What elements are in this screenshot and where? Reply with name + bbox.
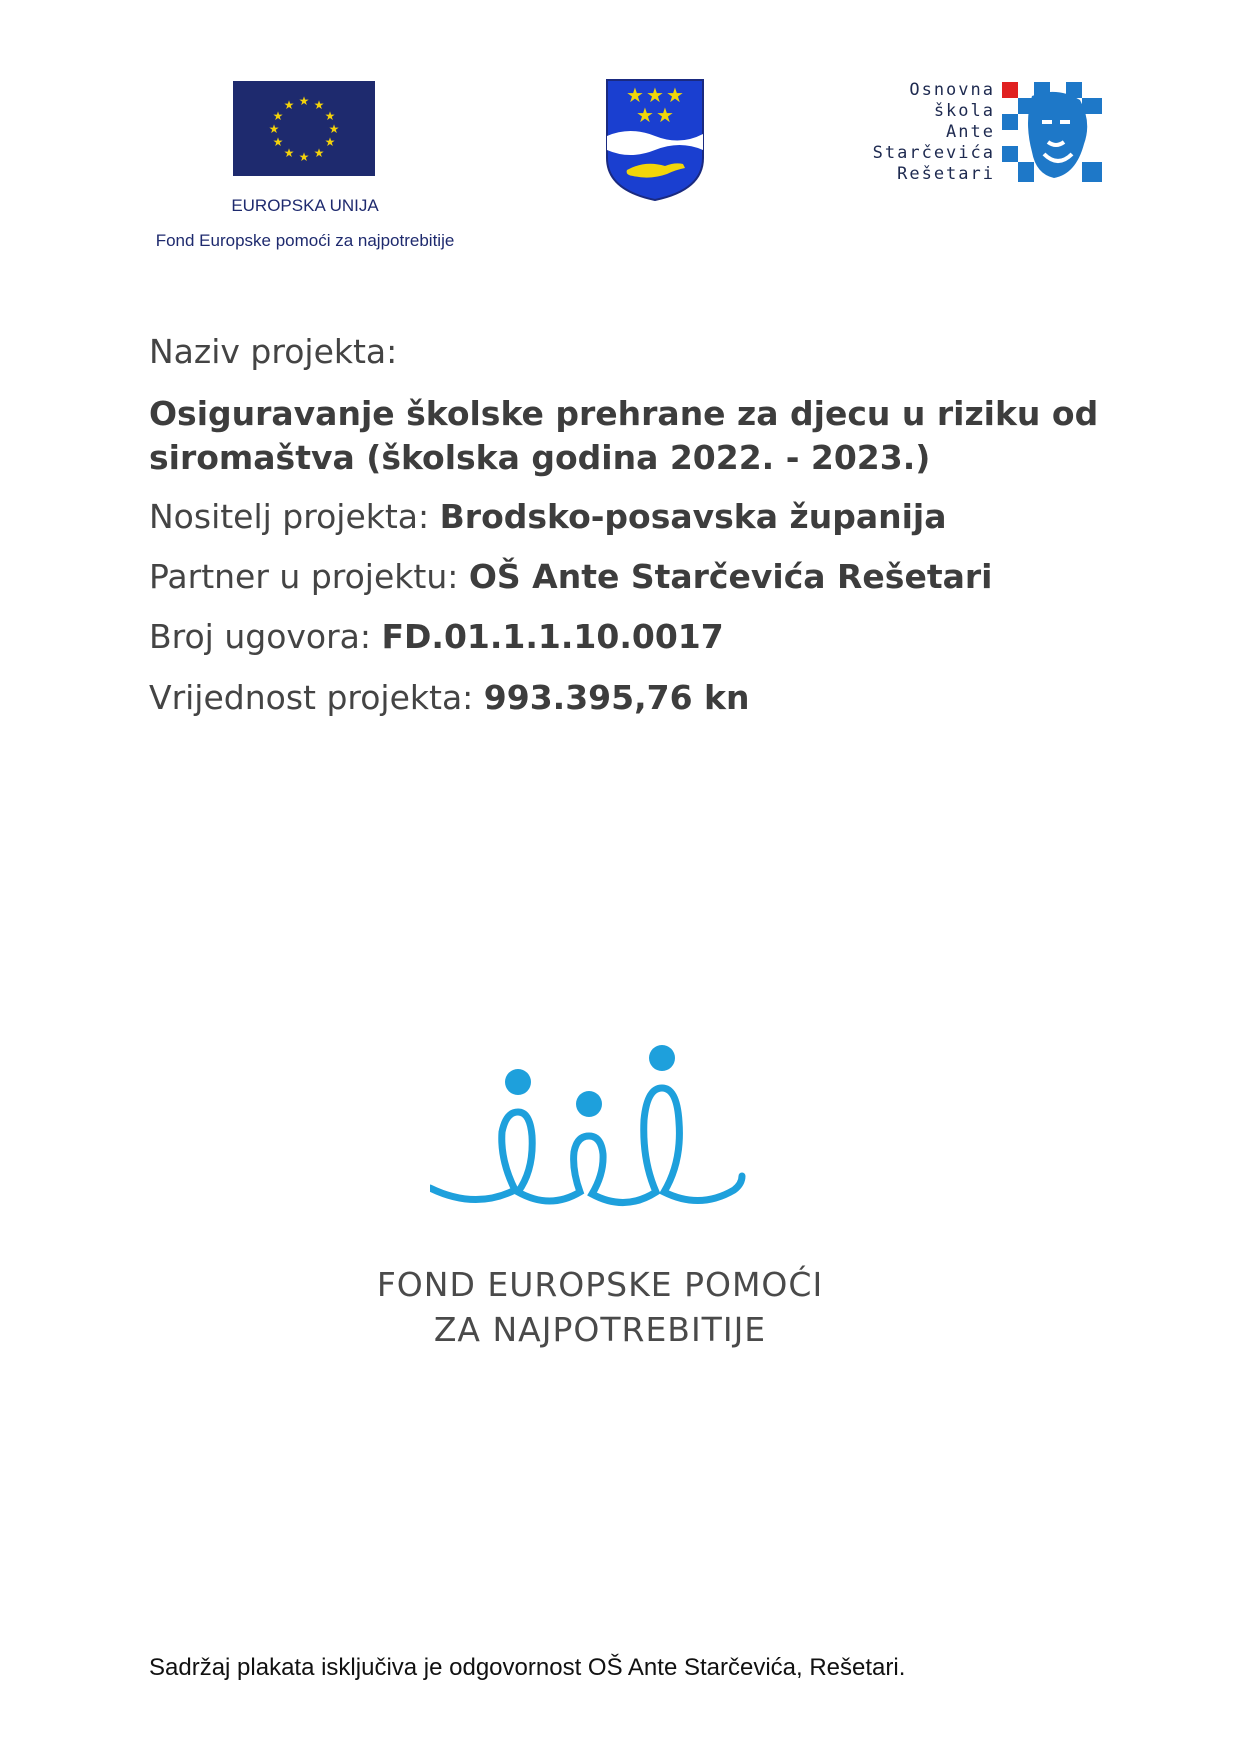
svg-text:★: ★ — [636, 103, 654, 127]
project-holder-value: Brodsko-posavska županija — [439, 497, 947, 536]
project-title: Osiguravanje školske prehrane za djecu u riziku od siromaštva (školska godina 2022. - 2023.) — [149, 394, 1099, 477]
school-line: Ante — [946, 122, 995, 142]
svg-text:★: ★ — [324, 135, 336, 149]
svg-text:★: ★ — [656, 103, 674, 127]
coat-of-arms-logo — [605, 78, 705, 202]
contract-number-value: FD.01.1.1.10.0017 — [381, 617, 724, 656]
project-value-value: 993.395,76 kn — [483, 678, 750, 717]
svg-text:★: ★ — [272, 135, 284, 149]
svg-text:★: ★ — [646, 83, 664, 107]
svg-text:★: ★ — [324, 109, 336, 123]
eu-flag-logo — [233, 81, 375, 176]
svg-text:★: ★ — [313, 98, 325, 112]
fund-name-line2: ZA NAJPOTREBITIJE — [433, 1310, 767, 1349]
contract-number-label: Broj ugovora: — [149, 617, 382, 656]
svg-text:★: ★ — [626, 83, 644, 107]
eu-fund-label: Fond Europske pomoći za najpotrebitije — [155, 231, 455, 250]
fund-name-line1: FOND EUROPSKE POMOĆI — [376, 1265, 824, 1304]
project-partner-label: Partner u projektu: — [149, 557, 469, 596]
project-holder-row — [149, 497, 946, 536]
svg-text:★: ★ — [328, 122, 340, 136]
contract-number-row — [149, 617, 724, 656]
project-partner-row — [149, 557, 992, 596]
disclaimer-text: Sadržaj plakata isključiva je odgovornost OŠ Ante Starčevića, Rešetari. — [149, 1654, 906, 1681]
svg-text:★: ★ — [283, 146, 295, 160]
school-line: Rešetari — [897, 164, 995, 184]
svg-text:★: ★ — [283, 98, 295, 112]
fund-logo-graphic — [430, 1040, 770, 1240]
project-partner-value: OŠ Ante Starčevića Rešetari — [468, 557, 993, 596]
svg-text:★: ★ — [298, 150, 310, 164]
project-value-row — [149, 678, 750, 717]
svg-text:★: ★ — [313, 146, 325, 160]
project-name-label: Naziv projekta: — [149, 332, 398, 371]
eu-label: EUROPSKA UNIJA — [231, 196, 379, 215]
svg-text:★: ★ — [272, 109, 284, 123]
svg-text:★: ★ — [666, 83, 684, 107]
project-holder-label: Nositelj projekta: — [149, 497, 440, 536]
school-portrait-mark — [1002, 82, 1102, 182]
project-value-label: Vrijednost projekta: — [149, 678, 484, 717]
school-line: Starčevića — [872, 143, 995, 163]
svg-text:★: ★ — [298, 94, 310, 108]
school-line: Osnovna — [909, 80, 995, 100]
school-name-logo — [855, 80, 995, 185]
school-line: škola — [933, 101, 995, 121]
svg-text:★: ★ — [268, 122, 280, 136]
